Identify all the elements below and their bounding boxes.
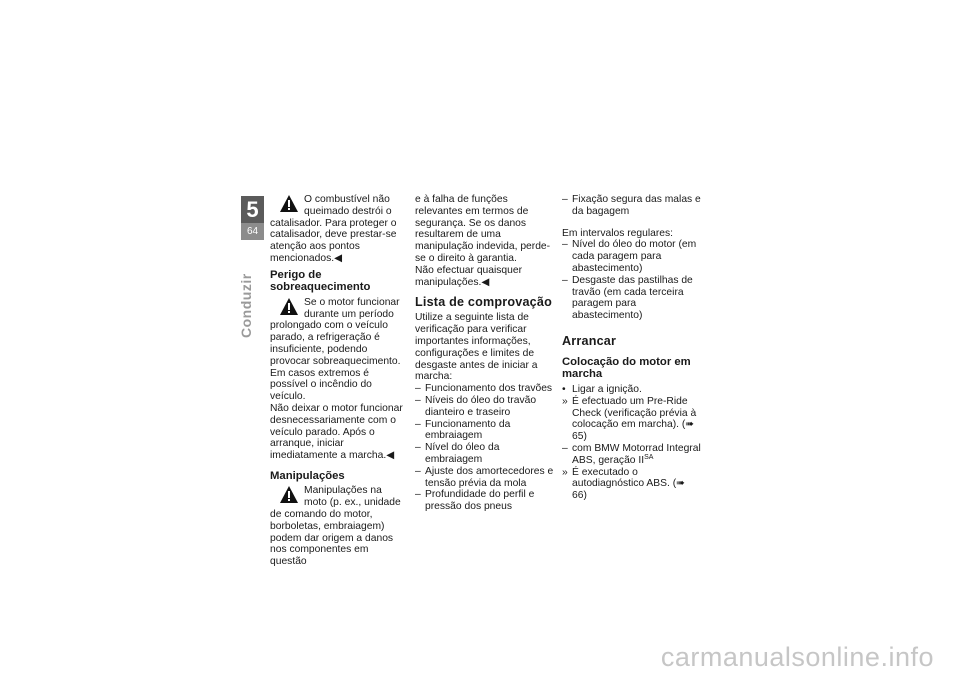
intervals-list xyxy=(562,239,702,322)
chapter-tab xyxy=(241,196,264,240)
end-marker: ◀ xyxy=(386,450,395,462)
page-reference: 66 xyxy=(572,490,584,502)
chapter-side-label: Conduzir xyxy=(238,273,254,339)
warning-triangle-icon xyxy=(280,195,298,212)
heading-start: Arrancar xyxy=(562,333,617,348)
condition-item: – com BMW Motorrad Integral ABS, geração $II^{SA}$ xyxy=(562,442,701,466)
column-1 xyxy=(270,194,405,568)
heading-checklist: Lista de comprovação xyxy=(415,295,552,310)
result-item: » É efectuado um Pre-Ride Check (verificação prévia à colocação em marcha). (➠ 65) xyxy=(562,395,697,443)
list-item: – Desgaste das pastilhas de travão (em cada terceira paragem para abastecimento) xyxy=(562,274,693,322)
column-3 xyxy=(562,194,702,502)
list-item: – Níveis do óleo do travão dianteiro e traseiro xyxy=(415,394,537,418)
para-no-manipulations: Não efectuar quaisquer manipulações.◀ xyxy=(415,264,523,288)
warning-catalyst: O combustível não queimado destrói o catalisador. Para proteger o catalisador, deve prestar-se atenção aos pontos mencionados.◀ xyxy=(270,194,397,264)
list-item: – Ajuste dos amortecedores e tensão prévia da mola xyxy=(415,465,554,489)
warning-manipulations: Manipulações na moto (p. ex., unidade de comando do motor, borboletas, embraiagem) podem dar origem a danos nos componentes em questão xyxy=(270,485,401,568)
list-item: – Profundidade do perfil e pressão dos pneus xyxy=(415,489,535,513)
list-item: – Nível do óleo do motor (em cada paragem para abastecimento) xyxy=(562,239,697,274)
intervals-intro: Em intervalos regulares: xyxy=(562,227,674,239)
sa-superscript: SA xyxy=(644,453,654,461)
list-item: – Funcionamento da embraiagem xyxy=(415,418,511,442)
watermark: carmanualsonline.info xyxy=(660,642,934,672)
checklist-continued xyxy=(562,194,702,218)
warning-triangle-icon xyxy=(280,298,298,315)
chapter-number: 5 xyxy=(246,197,259,222)
warning-overheating: Se o motor funcionar durante um período prolongado com o veículo parado, a refrigeração é insuficiente, podendo provocar sobreaquecimento. Em casos extremos é possível o incêndio do veículo. xyxy=(270,296,401,403)
checklist xyxy=(415,383,555,513)
end-marker: ◀ xyxy=(334,252,343,264)
heading-manipulations: Manipulações xyxy=(270,469,345,482)
start-steps xyxy=(562,384,702,502)
end-marker: ◀ xyxy=(481,276,490,288)
list-item: – Fixação segura das malas e da bagagem xyxy=(562,194,701,217)
list-item: – Nível do óleo da embraiagem xyxy=(415,442,500,465)
para-warranty: e à falha de funções relevantes em termos de segurança. Se os danos resultarem de uma manipulação indevida, perde-se o direito à garantia. xyxy=(415,194,551,264)
heading-engine-start: Colocação do motor em marcha xyxy=(562,355,691,381)
checklist-intro: Utilize a seguinte lista de verificação para verificar importantes informações, configurações e limites de desgaste antes de iniciar a marcha: xyxy=(415,312,538,383)
result-item: » É executado o autodiagnóstico ABS. (➠ 66) xyxy=(562,466,685,502)
arrow-icon: ➠ xyxy=(685,419,694,431)
page-reference: 65 xyxy=(572,431,584,443)
page-number: 64 xyxy=(241,223,264,240)
step-item: • Ligar a ignição. xyxy=(562,383,642,395)
para-idle: Não deixar o motor funcionar desnecessariamente com o veículo parado. Após o arranque, iniciar imediatamente a marcha.◀ xyxy=(270,402,403,462)
warning-triangle-icon xyxy=(280,486,298,503)
column-2 xyxy=(415,194,555,513)
arrow-icon: ➠ xyxy=(676,478,685,490)
heading-overheating: Perigo de sobreaquecimento xyxy=(270,268,371,294)
list-item: – Funcionamento dos travões xyxy=(415,383,553,395)
